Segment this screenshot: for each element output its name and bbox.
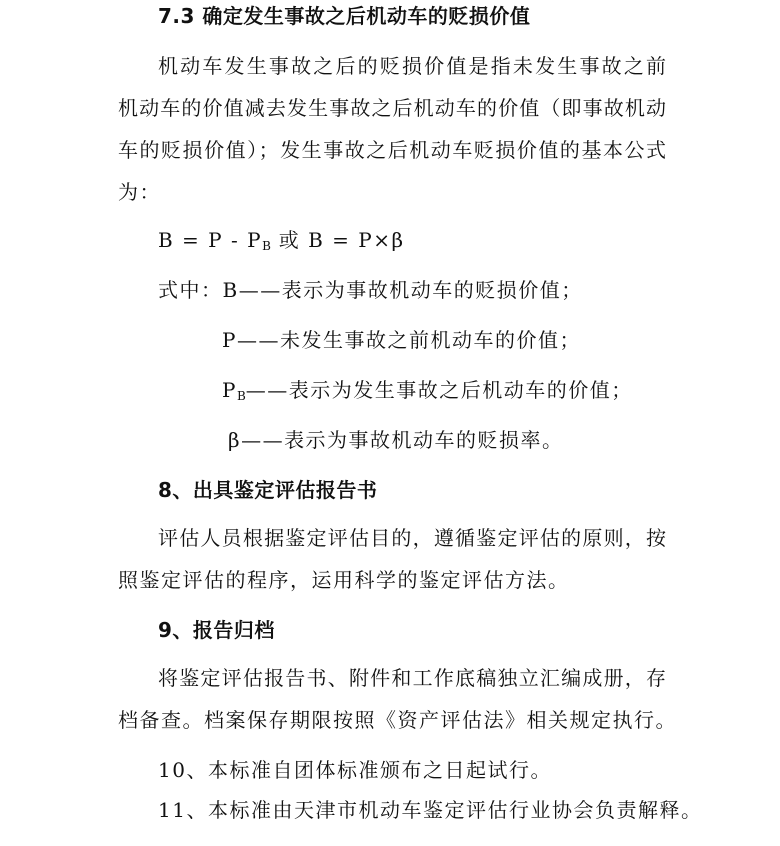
paragraph-line: 为： (118, 180, 161, 204)
item-10: 10、本标准自团体标准颁布之日起试行。 (158, 758, 552, 782)
pb-symbol: P (222, 378, 237, 402)
paragraph-line: 档备查。档案保存期限按照《资产评估法》相关规定执行。 (118, 708, 677, 732)
formula-subscript: B (262, 239, 271, 253)
formula-definition-b: 式中：B——表示为事故机动车的贬损价值； (158, 278, 583, 302)
section-9-heading: 9、报告归档 (158, 618, 275, 642)
formula-right: 或 B = P×β (270, 228, 405, 252)
paragraph-line: 将鉴定评估报告书、附件和工作底稿独立汇编成册，存 (158, 666, 666, 690)
item-11: 11、本标准由天津市机动车鉴定评估行业协会负责解释。 (158, 798, 703, 822)
formula (158, 230, 405, 252)
section-7-3-heading: 7.3 确定发生事故之后机动车的贬损价值 (158, 4, 531, 28)
paragraph-line: 机动车发生事故之后的贬损价值是指未发生事故之前 (158, 54, 666, 78)
formula-left: B = P - P (158, 228, 263, 252)
pb-subscript: B (236, 389, 246, 403)
paragraph-line: 照鉴定评估的程序，运用科学的鉴定评估方法。 (118, 568, 570, 592)
pb-definition: ——表示为发生事故之后机动车的价值； (245, 378, 633, 402)
paragraph-line: 车的贬损价值）；发生事故之后机动车贬损价值的基本公式 (118, 138, 666, 162)
formula-definition-p: P——未发生事故之前机动车的价值； (222, 328, 581, 352)
formula-definition-pb (222, 380, 633, 402)
paragraph-line: 机动车的价值减去发生事故之后机动车的价值（即事故机动 (118, 96, 666, 120)
paragraph-line: 评估人员根据鉴定评估目的，遵循鉴定评估的原则，按 (158, 526, 666, 550)
section-8-heading: 8、出具鉴定评估报告书 (158, 478, 378, 502)
formula-definition-beta: β——表示为事故机动车的贬损率。 (228, 428, 564, 452)
